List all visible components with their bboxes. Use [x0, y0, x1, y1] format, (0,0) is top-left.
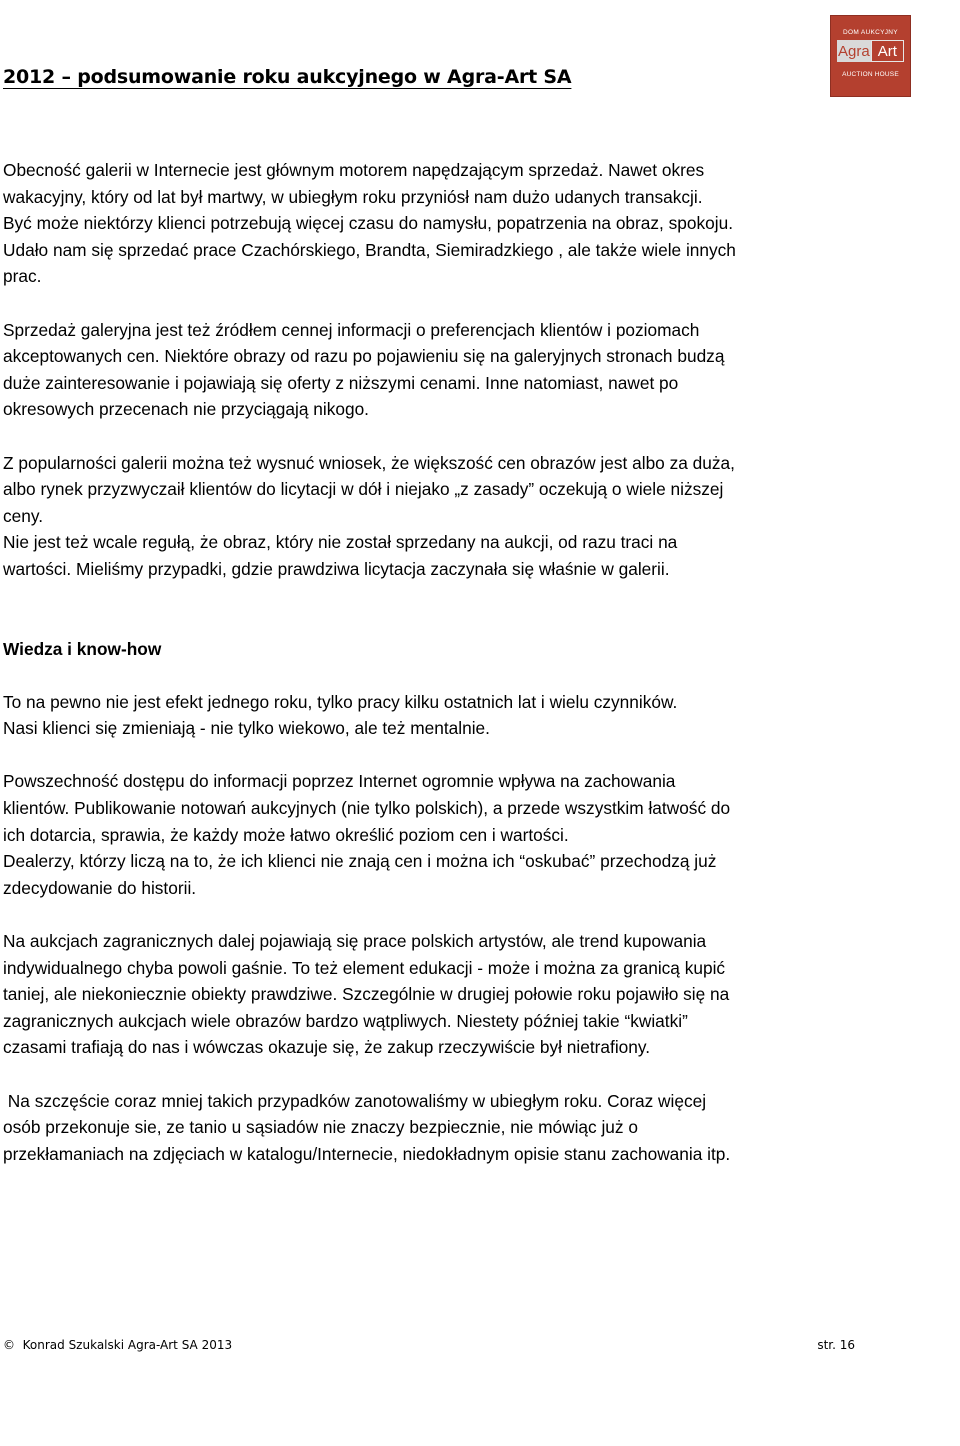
page-number: str. 16	[817, 1338, 855, 1352]
paragraph-internet	[3, 768, 883, 901]
text-line: osób przekonuje sie, ze tanio u sąsiadów nie znaczy bezpiecznie, nie mówiąc już o	[3, 1117, 638, 1138]
text-line: Nasi klienci się zmieniają - nie tylko wiekowo, ale też mentalnie.	[3, 718, 490, 739]
text-line: indywidualnego chyba powoli gaśnie. To też element edukacji - może i można za granicą kupić	[3, 957, 726, 978]
text-line: prac.	[3, 266, 42, 287]
text-line: ceny.	[3, 505, 44, 526]
text-line: Nie jest też wcale regułą, że obraz, który nie został sprzedany na aukcji, od razu traci na	[3, 532, 678, 553]
text-line: akceptowanych cen. Niektóre obrazy od razu po pojawieniu się na galeryjnych stronach budzą	[3, 346, 725, 367]
text-line: zagranicznych aukcjach wiele obrazów bardzo wątpliwych. Niestety później takie “kwiatki”	[3, 1010, 688, 1031]
paragraph-popularnosc	[3, 450, 883, 583]
page-footer	[3, 1338, 855, 1352]
footer-copyright: © Konrad Szukalski Agra-Art SA 2013	[3, 1338, 233, 1352]
text-line: wartości. Mieliśmy przypadki, gdzie prawdziwa licytacja zaczynała się właśnie w galerii.	[3, 558, 670, 579]
text-line: zdecydowanie do historii.	[3, 877, 197, 898]
logo-top-text: DOM AUKCYJNY	[843, 29, 898, 36]
text-line: albo rynek przyzwyczaił klientów do licytacji w dół i niejako „z zasady” oczekują o wiele niższej	[3, 479, 724, 500]
paragraph-sprzedaz	[3, 317, 883, 423]
section-heading: Wiedza i know-how	[3, 638, 162, 659]
page-title: 2012 – podsumowanie roku aukcyjnego w Agra-Art SA	[3, 66, 572, 88]
text-line: Obecność galerii w Internecie jest głównym motorem napędzającym sprzedaż. Nawet okres	[3, 160, 705, 180]
text-line: czasami trafiają do nas i wówczas okazuje się, że zakup rzeczywiście był nietrafiony.	[3, 1037, 651, 1058]
paragraph-efekt	[3, 689, 883, 742]
text-line: duże zainteresowanie i pojawiają się oferty z niższymi cenami. Inne natomiast, nawet po	[3, 372, 679, 393]
paragraph-szczescie	[3, 1088, 883, 1168]
logo-wordmark	[837, 40, 904, 62]
paragraph-zagranica	[3, 928, 883, 1061]
paragraph-galeria	[3, 157, 883, 290]
text-line: Dealerzy, którzy liczą na to, że ich klienci nie znają cen i można ich “oskubać” przechodzą już	[3, 851, 717, 872]
text-line: Być może niektórzy klienci potrzebują więcej czasu do namysłu, popatrzenia na obraz, spokoju.	[3, 213, 734, 234]
text-line: klientów. Publikowanie notowań aukcyjnych (nie tylko polskich), a przede wszystkim łatwość do	[3, 798, 731, 819]
text-line: taniej, ale niekoniecznie obiekty prawdziwe. Szczególnie w drugiej połowie roku pojawiło się na	[3, 984, 730, 1005]
logo-agra-text: Agra	[837, 40, 871, 62]
logo-bottom-text: AUCTION HOUSE	[842, 71, 899, 78]
text-line: Z popularności galerii można też wysnuć wniosek, że większość cen obrazów jest albo za duża,	[3, 452, 735, 473]
text-line: wakacyjny, który od lat był martwy, w ubiegłym roku przyniósł nam dużo udanych transakcji.	[3, 186, 703, 207]
text-line: To na pewno nie jest efekt jednego roku, tylko pracy kilku ostatnich lat i wielu czynników.	[3, 691, 678, 712]
text-line: okresowych przecenach nie przyciągają nikogo.	[3, 399, 369, 420]
text-line: przekłamaniach na zdjęciach w katalogu/Internecie, niedokładnym opisie stanu zachowania itp.	[3, 1143, 731, 1164]
text-line: Powszechność dostępu do informacji poprzez Internet ogromnie wpływa na zachowania	[3, 771, 676, 792]
text-line: Udało nam się sprzedać prace Czachórskiego, Brandta, Siemiradzkiego , ale także wiele innych	[3, 239, 736, 260]
text-line: Na szczęście coraz mniej takich przypadków zanotowaliśmy w ubiegłym roku. Coraz więcej	[3, 1090, 707, 1111]
text-line: Sprzedaż galeryjna jest też źródłem cennej informacji o preferencjach klientów i poziomach	[3, 319, 700, 340]
text-line: ich dotarcia, sprawia, że każdy może łatwo określić poziom cen i wartości.	[3, 824, 569, 845]
agra-art-logo	[830, 15, 911, 97]
document-body	[3, 157, 883, 1167]
text-line: Na aukcjach zagranicznych dalej pojawiają się prace polskich artystów, ale trend kupowania	[3, 931, 707, 952]
logo-art-text: Art	[871, 40, 904, 62]
